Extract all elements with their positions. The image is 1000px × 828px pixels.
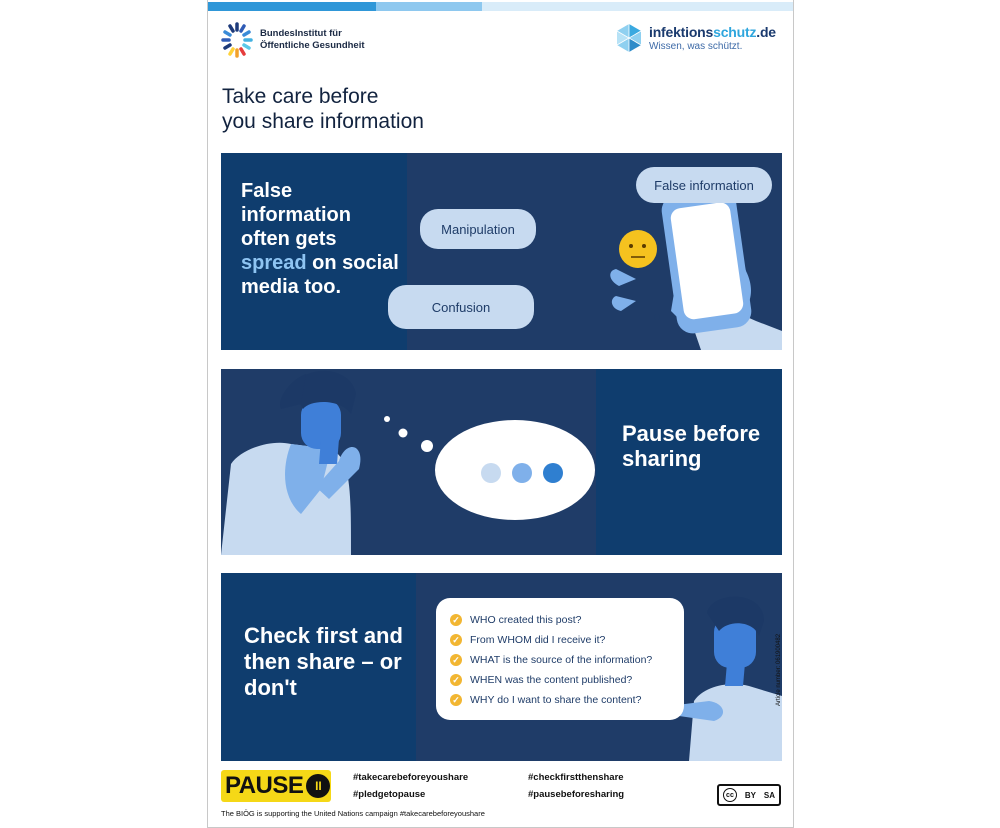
umbrella-icon: [613, 22, 645, 54]
list-item: ✓ WHAT is the source of the information?: [450, 650, 684, 670]
cc-icon: cc: [723, 788, 737, 802]
pointing-person-illustration: [669, 591, 782, 761]
thinking-person-illustration: [221, 369, 596, 555]
check-icon: ✓: [450, 694, 462, 706]
pause-icon: II: [306, 774, 330, 798]
article-number: Article number: 061900482: [776, 633, 782, 706]
poster: [207, 0, 794, 828]
hashtag: #pausebeforesharing: [528, 789, 625, 800]
bubble-manipulation: Manipulation: [420, 209, 536, 249]
check-icon: ✓: [450, 634, 462, 646]
brand-name: infektionsschutz.de: [649, 24, 776, 40]
panel-false-information: [221, 153, 782, 350]
list-item: ✓ From WHOM did I receive it?: [450, 630, 684, 650]
hashtag: #takecarebeforeyoushare: [353, 772, 469, 783]
check-icon: ✓: [450, 674, 462, 686]
brand-slogan: Wissen, was schützt.: [649, 41, 743, 52]
check-icon: ✓: [450, 614, 462, 626]
hashtag: #pledgetopause: [353, 789, 426, 800]
biog-name-line1: BundesInstitut für: [260, 28, 342, 39]
biog-name-line2: Öffentliche Gesundheit: [260, 40, 365, 51]
top-color-bar: [208, 2, 794, 11]
creative-commons-badge: cc BY SA: [717, 784, 781, 806]
hashtag: #checkfirstthenshare: [528, 772, 624, 783]
biog-logo: [220, 17, 420, 63]
page-title: Take care before you share information: [222, 85, 424, 133]
biog-emblem-icon: [220, 18, 254, 62]
check-icon: ✓: [450, 654, 462, 666]
panel3-headline: Check first and then share – or don't: [244, 623, 403, 700]
list-item: ✓ WHEN was the content published?: [450, 670, 684, 690]
panel-check-first: [221, 573, 782, 761]
pause-logo: PAUSE II: [221, 770, 331, 802]
footer: [221, 768, 782, 824]
campaign-note: The BIÖG is supporting the United Nations campaign #takecarebeforeyoushare: [221, 809, 485, 818]
bubble-confusion: Confusion: [388, 285, 534, 329]
list-item: ✓ WHO created this post?: [450, 610, 684, 630]
infektionsschutz-logo: [613, 20, 783, 56]
list-item: ✓ WHY do I want to share the content?: [450, 690, 684, 710]
panel2-headline: Pause before sharing: [622, 421, 761, 471]
panel1-headline: False information often gets spread on social media too.: [241, 180, 399, 298]
panel-pause-before-sharing: [221, 369, 782, 555]
questions-bubble: [436, 598, 684, 720]
bubble-false-information: False information: [636, 167, 772, 203]
